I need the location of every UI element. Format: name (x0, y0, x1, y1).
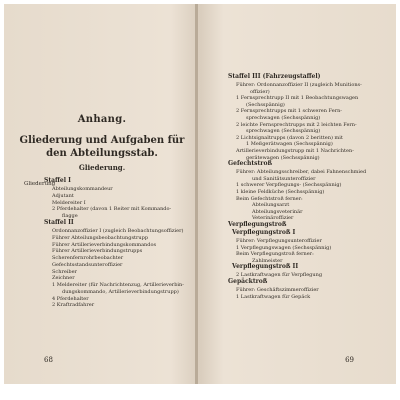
right-page (200, 4, 396, 384)
left-page-line: 2 Kraftradfahrer (52, 302, 95, 309)
right-page-line: 2 Lastkraftwagen für Verpflegung (236, 272, 323, 279)
margin-label: Gliederung (24, 181, 56, 187)
right-page-line: Gefechtstroß (228, 160, 272, 168)
left-page-line: Adjutant (52, 192, 74, 199)
right-page-line: (Sechsspännig) (246, 101, 285, 108)
left-page (4, 4, 200, 384)
right-page-line: und Sanitätsunteroffizier (252, 175, 316, 182)
left-page-line: Abteilungskommandeur (52, 186, 113, 193)
left-page-line: dungskommando, Artillerieverbindungstrupp) (62, 288, 179, 295)
left-page-line: Zeichner (52, 275, 75, 282)
left-page-line: Führer Abteilungsbeobachtungstrupp (52, 234, 149, 241)
right-page-line: Führer: Verpflegungsunteroffizier (236, 238, 322, 244)
right-page-line: Beim Verpflegungstroß ferner: (236, 251, 314, 258)
right-page-line: Artillerieverbindungstrupp mit 1 Nachrichten- (236, 148, 354, 154)
left-page-line: Scherenfernrohrbeobachter (52, 255, 124, 262)
appendix-subtitle-line-2: den Abteilungsstab. (46, 148, 158, 159)
left-page-line: Führer Artillerieverbindungskommandos (52, 241, 157, 248)
right-page-line: Zahlmeister (252, 257, 283, 264)
right-page-line: Beim Gefechtstroß ferner: (236, 195, 303, 202)
left-page-line: 1 Meldereiter (für Nachrichtenzug, Artillerieverbin- (52, 282, 184, 289)
right-page-line: sprechwagen (Sechsspännig) (246, 115, 321, 121)
right-page-line: Führer: Ordonnanzoffizier II (zugleich Munitions- (236, 82, 362, 88)
page-number-right: 69 (345, 356, 354, 364)
left-page-line: 4 Pferdehalter (52, 295, 89, 302)
right-page-line: Verpflegungstroß II (232, 263, 299, 271)
right-page-line: Abteilungsarzt (252, 202, 290, 209)
book-spread (4, 4, 396, 384)
left-page-line: Staffel I (44, 177, 71, 184)
right-page-line: Staffel III (Fahrzeugstaffel) (228, 73, 321, 80)
right-page-line: Verpflegungstroß I (232, 229, 296, 236)
left-page-line: Meldereiter I (52, 199, 86, 206)
right-page-line: 1 Lastkraftwagen für Gepäck (236, 293, 311, 300)
right-page-line: 1 Fernsprechtrupp II mit 1 Beobachtungswagen (236, 95, 359, 102)
right-page-line: 1 Verpflegungswagen (Sechsspännig) (236, 244, 332, 251)
right-page-line: offizier) (250, 88, 270, 95)
right-page-line: Gepäcktroß (228, 278, 268, 285)
right-page-line: 2 Fernsprechtrupps mit 1 schweren Fern- (236, 108, 342, 115)
left-page-line: Schreiber (52, 268, 77, 275)
right-page-line: Veterinäroffizier (252, 215, 294, 222)
right-page-line: Führer: Geschäftszimmeroffizier (236, 287, 319, 293)
right-page-line: 1 schwerer Verpflegungs- (Sechsspännig) (236, 182, 342, 189)
left-page-line: flagge (62, 213, 78, 220)
section-heading: Gliederung. (78, 163, 126, 172)
page-number-left: 68 (44, 356, 53, 364)
right-page-line: 2 leichte Fernsprechtrupps mit 2 leichten Fern- (236, 121, 357, 128)
left-page-line: Ordonnanzoffizier I (zugleich Beobachtungsoffizier) (52, 228, 184, 235)
right-page-line: 1 Meßgerätwagen (Sechsspännig) (246, 141, 333, 148)
right-page-line: sprechwagen (Sechsspännig) (246, 128, 321, 135)
left-page-line: Gefechtsstandsunteroffizier (52, 261, 123, 268)
right-page-line: 1 kleine Feldküche (Sechsspännig) (236, 189, 325, 195)
left-page-line: Führer Artillerieverbindungstrupps (52, 248, 143, 255)
right-page-line: 2 Lichtsignaltrupps (davon 2 beritten) mit (236, 134, 343, 141)
right-page-line: gerätewagen (Sechsspännig) (246, 154, 320, 161)
appendix-title: Anhang. (77, 114, 127, 125)
left-page-line: 2 Pferdehalter (davon 1 Reiter mit Kommando- (52, 206, 172, 213)
right-page-line: Abteilungsveterinär (252, 208, 303, 215)
appendix-subtitle-line-1: Gliederung und Aufgaben für (19, 135, 185, 146)
right-page-line: Führer: Abteilungsschreiber, dabei Fahnenschmied (236, 169, 367, 176)
book-gutter (195, 4, 198, 384)
right-page-line: Verpflegungstroß (228, 221, 287, 228)
left-page-line: Staffel II (44, 218, 74, 226)
